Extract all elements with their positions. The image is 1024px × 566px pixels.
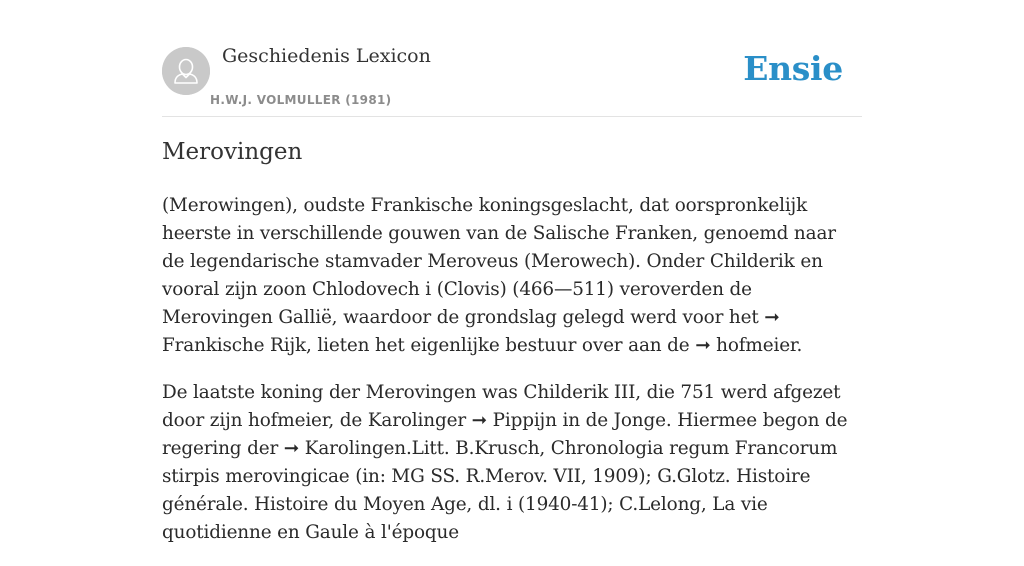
entry-paragraph: De laatste koning der Merovingen was Childerik III, die 751 werd afgezet door zijn hofmeier, de Karolinger ➞ Pippijn in de Jonge. Hiermee begon de regering der ➞ Karolingen.Litt. B.Krusch, Chronologia regum Francorum stirpis merovingicae (in: MG SS. R.Merov. VII, 1909); G.Glotz. Histoire générale. Histoire du Moyen Age, dl. i (1940-41); C.Lelong, La vie quotidienne en Gaule à l'époque xyxy=(162,382,848,543)
entry-body xyxy=(162,192,862,566)
user-icon xyxy=(162,47,210,95)
entry-paragraph: (Merowingen), oudste Frankische koningsgeslacht, dat oorspronkelijk heerste in verschillende gouwen van de Salische Franken, genoemd naar de legendarische stamvader Meroveus (Merowech). Onder Childerik en vooral zijn zoon Chlodovech i (Clovis) (466—511) veroverden de Merovingen Gallië, waardoor de grondslag gelegd werd voor het ➞ Frankische Rijk, lieten het eigenlijke bestuur over aan de ➞ hofmeier. xyxy=(162,195,836,356)
article-header xyxy=(162,0,862,117)
article-page xyxy=(162,0,862,543)
author-byline[interactable]: H.W.J. VOLMULLER (1981) xyxy=(210,93,392,107)
avatar[interactable] xyxy=(162,47,210,95)
ensie-logo[interactable]: Ensie xyxy=(743,49,843,88)
entry-title: Merovingen xyxy=(162,139,303,165)
source-title[interactable]: Geschiedenis Lexicon xyxy=(222,45,431,67)
